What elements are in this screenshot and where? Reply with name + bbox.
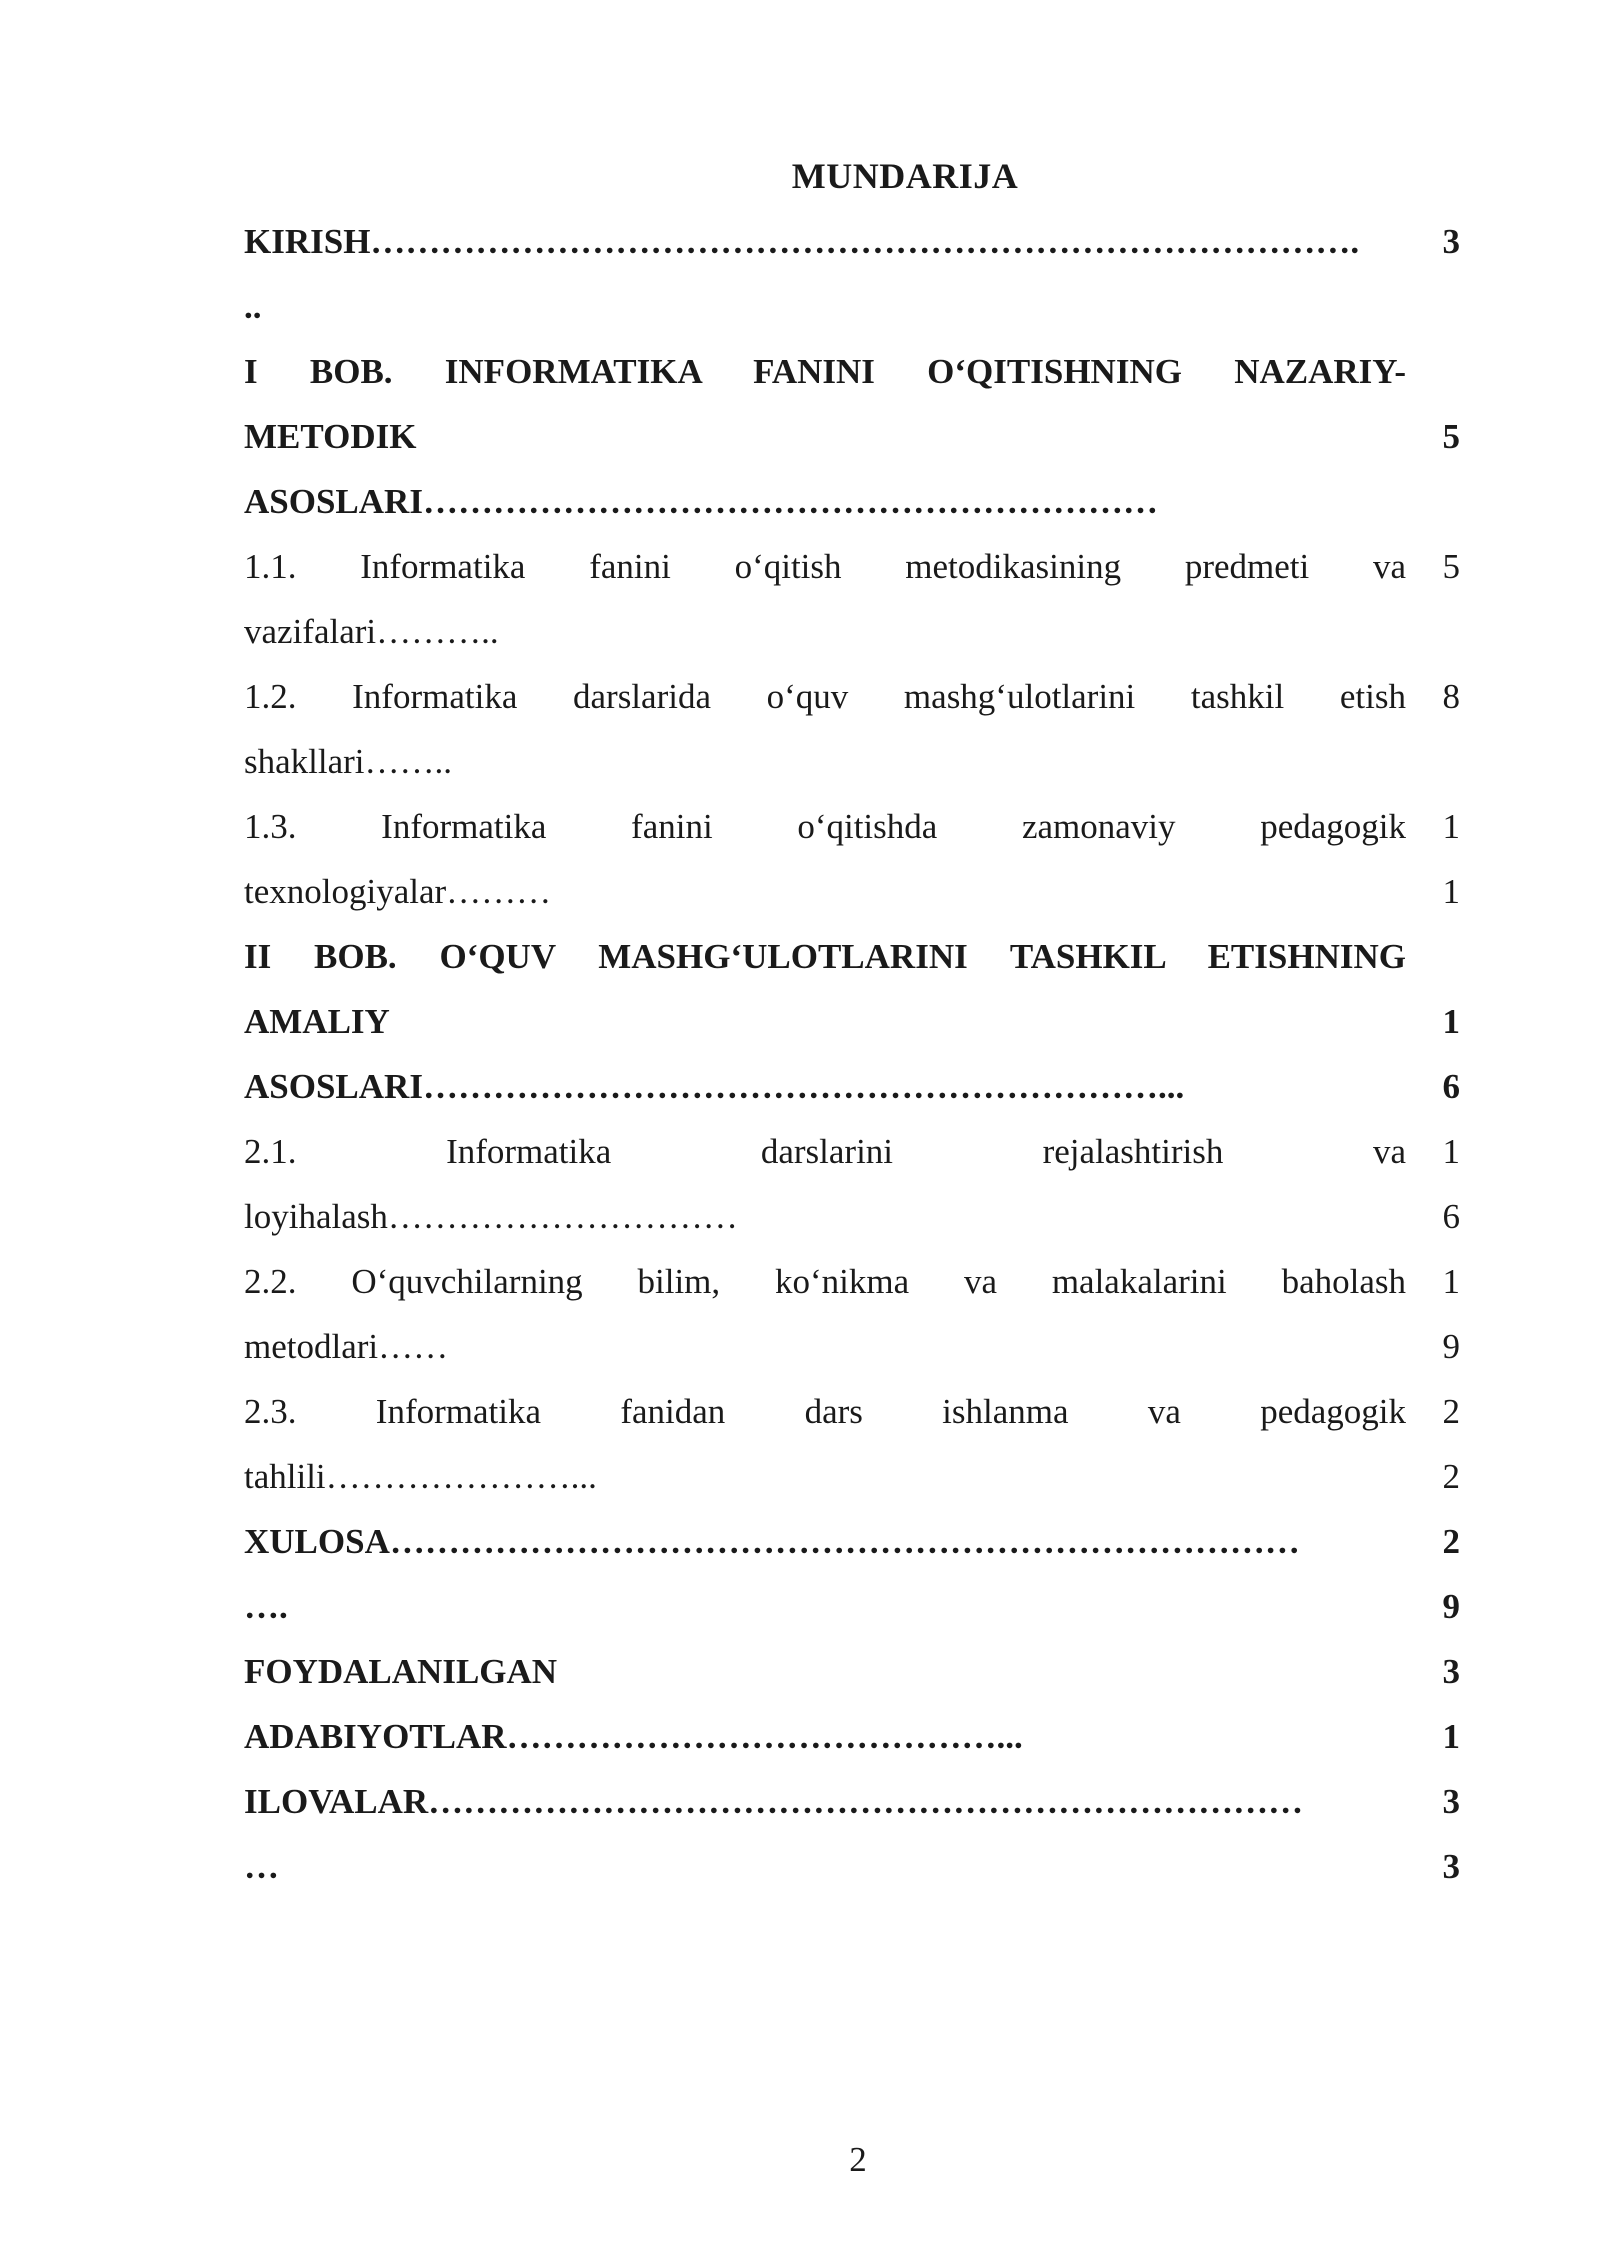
toc-entry-text: 1.2. Informatika darslarida o‘quv mashg‘ulotlarini tashkil etish shakllari…….. [244,677,1406,781]
toc-title: MUNDARIJA [791,156,1019,196]
toc-page-number: 3 1 [1442,1652,1460,1756]
toc-entry-introduction[interactable] [244,209,1460,339]
toc-entry-section-1-3[interactable] [244,794,1460,924]
toc-entry-section-1-1[interactable] [244,534,1460,664]
toc-entry-text: 1.1. Informatika fanini o‘qitish metodikasining predmeti va vazifalari……….. [244,547,1406,651]
toc-entry-text: I BOB. INFORMATIKA FANINI O‘QITISHNING NAZARIY- METODIK ASOSLARI……………………………………………………… [244,352,1406,521]
toc-entry-text: KIRISH…………………………………………………………………………. .. [244,222,1360,326]
toc-page-number: 2 2 [1442,1392,1460,1496]
toc-entry-text: 2.1. Informatika darslarini rejalashtirish va loyihalash………………………… [244,1132,1406,1236]
toc-entry-section-2-3[interactable] [244,1379,1460,1509]
toc-entry-text: FOYDALANILGAN ADABIYOTLAR……………………………………... [244,1652,1023,1756]
toc-page-number: 3 [1442,222,1460,261]
page-number: 2 [849,2140,867,2179]
toc-page-number: 1 1 [1442,807,1460,911]
toc-entry-chapter-2[interactable] [244,924,1460,1119]
toc-entry-text: ILOVALAR………………………………………………………………… … [244,1782,1304,1886]
toc-page-number: 1 6 [1442,1002,1460,1106]
toc-page-number: 5 [1442,547,1460,586]
toc-page-number: 1 6 [1442,1132,1460,1236]
toc-entry-section-1-2[interactable] [244,664,1460,794]
toc-entry-appendices[interactable] [244,1769,1460,1899]
toc-entry-text: 2.3. Informatika fanidan dars ishlanma va pedagogik tahlili…………………... [244,1392,1406,1496]
toc-page-number: 8 [1442,677,1460,716]
toc-entry-section-2-2[interactable] [244,1249,1460,1379]
table-of-contents [244,209,1460,1899]
toc-entry-text: II BOB. O‘QUV MASHG‘ULOTLARINI TASHKIL ETISHNING AMALIY ASOSLARI………………………………………………………... [244,937,1406,1106]
toc-page-number: 5 [1442,417,1460,456]
toc-entry-conclusion[interactable] [244,1509,1460,1639]
toc-entry-chapter-1[interactable] [244,339,1460,534]
toc-entry-text: 1.3. Informatika fanini o‘qitishda zamonaviy pedagogik texnologiyalar……… [244,807,1406,911]
toc-entry-section-2-1[interactable] [244,1119,1460,1249]
toc-page-number: 3 3 [1442,1782,1460,1886]
toc-entry-references[interactable] [244,1639,1460,1769]
toc-page-number: 1 9 [1442,1262,1460,1366]
toc-entry-text: 2.2. O‘quvchilarning bilim, ko‘nikma va malakalarini baholash metodlari…… [244,1262,1406,1366]
toc-page-number: 2 9 [1442,1522,1460,1626]
toc-entry-text: XULOSA…………………………………………………………………… …. [244,1522,1300,1626]
